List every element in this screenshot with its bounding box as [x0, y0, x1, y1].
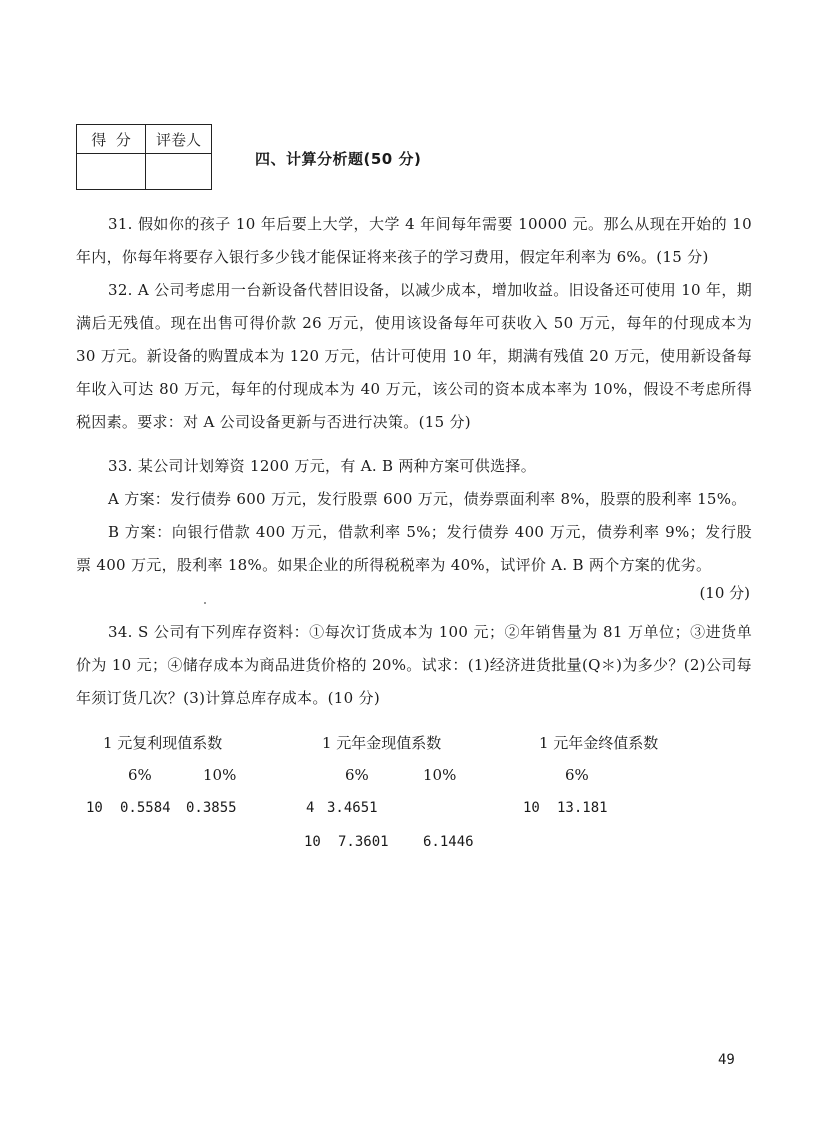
pv-factor-title: 1 元复利现值系数: [103, 734, 223, 752]
annuity-fv-val-6: 13.181: [557, 800, 608, 816]
grader-label: 评卷人: [146, 125, 212, 154]
section-title: 四、计算分析题(50 分): [255, 150, 422, 168]
annuity-pv-rate-10: 10%: [423, 766, 457, 784]
grader-cell: [146, 154, 212, 190]
score-box: [76, 124, 212, 190]
page-number: 49: [718, 1052, 735, 1068]
pv-factor-n: 10: [86, 800, 103, 816]
annuity-pv-10-val-6: 7.3601: [338, 834, 389, 850]
question-34: 34. S 公司有下列库存资料：①每次订货成本为 100 元；②年销售量为 81 万单位；③进货单价为 10 元；④储存成本为商品进货价格的 20%。试求：(1)经济进货批量(Q＊)为多少？(2)公司每年须订货几次？(3)计算总库存成本。(10 分): [76, 623, 752, 707]
annuity-pv-n-4: 4: [306, 800, 315, 816]
annuity-pv-rate-6: 6%: [345, 766, 369, 784]
stray-mark: [204, 602, 206, 604]
annuity-pv-10-val-10: 6.1446: [423, 834, 474, 850]
pv-factor-val-6: 0.5584: [120, 800, 171, 816]
annuity-pv-title: 1 元年金现值系数: [322, 734, 442, 752]
annuity-pv-4-val-6: 3.4651: [327, 800, 378, 816]
score-label: 得 分: [77, 125, 146, 154]
question-33-score: (10 分): [699, 584, 750, 602]
pv-factor-rate-10: 10%: [203, 766, 237, 784]
question-32: 32. A 公司考虑用一台新设备代替旧设备，以减少成本，增加收益。旧设备还可使用 10 年，期满后无残值。现在出售可得价款 26 万元，使用该设备每年可获收入 50 万元，每年的付现成本为 30 万元。新设备的购置成本为 120 万元，估计可使用 10 年，期满有残值 20 万元，使用新设备每年收入可达 80 万元，每年的付现成本为 40 万元，该公司的资本成本率为 10%，假设不考虑所得税因素。要求：对 A 公司设备更新与否进行决策。(15 分): [76, 281, 752, 431]
annuity-fv-rate-6: 6%: [565, 766, 589, 784]
question-31: 31. 假如你的孩子 10 年后要上大学，大学 4 年间每年需要 10000 元。那么从现在开始的 10 年内，你每年将要存入银行多少钱才能保证将来孩子的学习费用，假定年利率为 6%。(15 分): [76, 215, 752, 266]
question-33-intro: 33. 某公司计划筹资 1200 万元，有 A. B 两种方案可供选择。: [108, 457, 537, 475]
score-cell: [77, 154, 146, 190]
annuity-fv-n: 10: [523, 800, 540, 816]
question-33-plan-a: A 方案：发行债券 600 万元，发行股票 600 万元，债券票面利率 8%，股票的股利率 15%。: [108, 490, 747, 508]
annuity-fv-title: 1 元年金终值系数: [539, 734, 659, 752]
pv-factor-val-10: 0.3855: [186, 800, 237, 816]
annuity-pv-n-10: 10: [304, 834, 321, 850]
question-33-plan-b: B 方案：向银行借款 400 万元，借款利率 5%；发行债券 400 万元，债券利率 9%；发行股票 400 万元，股利率 18%。如果企业的所得税税率为 40%，试评价 A. B 两个方案的优劣。: [76, 523, 752, 574]
pv-factor-rate-6: 6%: [128, 766, 152, 784]
